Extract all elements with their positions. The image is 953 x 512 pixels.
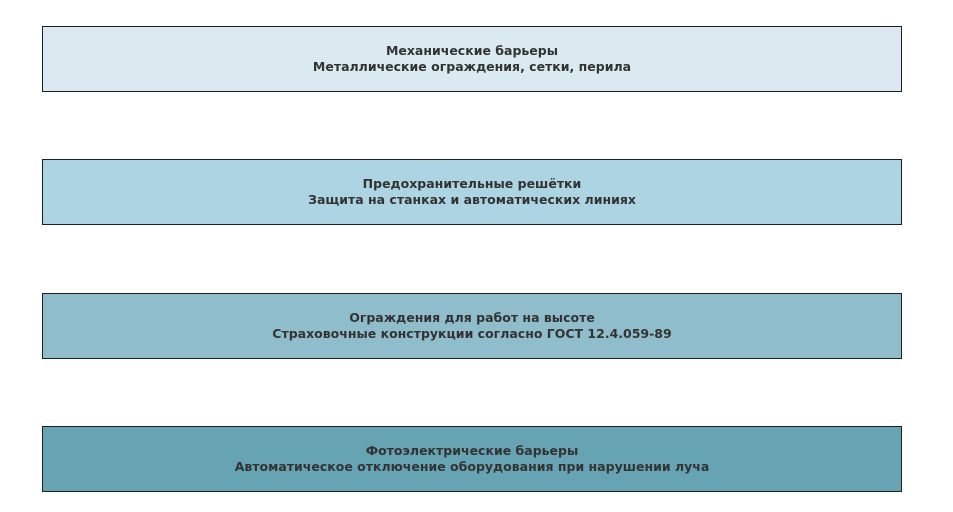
box-title: Фотоэлектрические барьеры [365, 443, 579, 458]
box-subtitle: Страховочные конструкции согласно ГОСТ 12.4.059-89 [272, 326, 672, 341]
box-subtitle: Металлические ограждения, сетки, перила [312, 59, 632, 74]
box-title: Механические барьеры [385, 43, 559, 58]
box-height-guards [42, 293, 902, 359]
box-title: Ограждения для работ на высоте [349, 310, 595, 325]
box-title: Предохранительные решётки [362, 176, 582, 191]
box-subtitle: Автоматическое отключение оборудования при нарушении луча [234, 459, 710, 474]
box-safety-grates [42, 159, 902, 225]
box-photoelectric-barriers [42, 426, 902, 492]
box-mechanical-barriers [42, 26, 902, 92]
box-subtitle: Защита на станках и автоматических линиях [308, 192, 636, 207]
